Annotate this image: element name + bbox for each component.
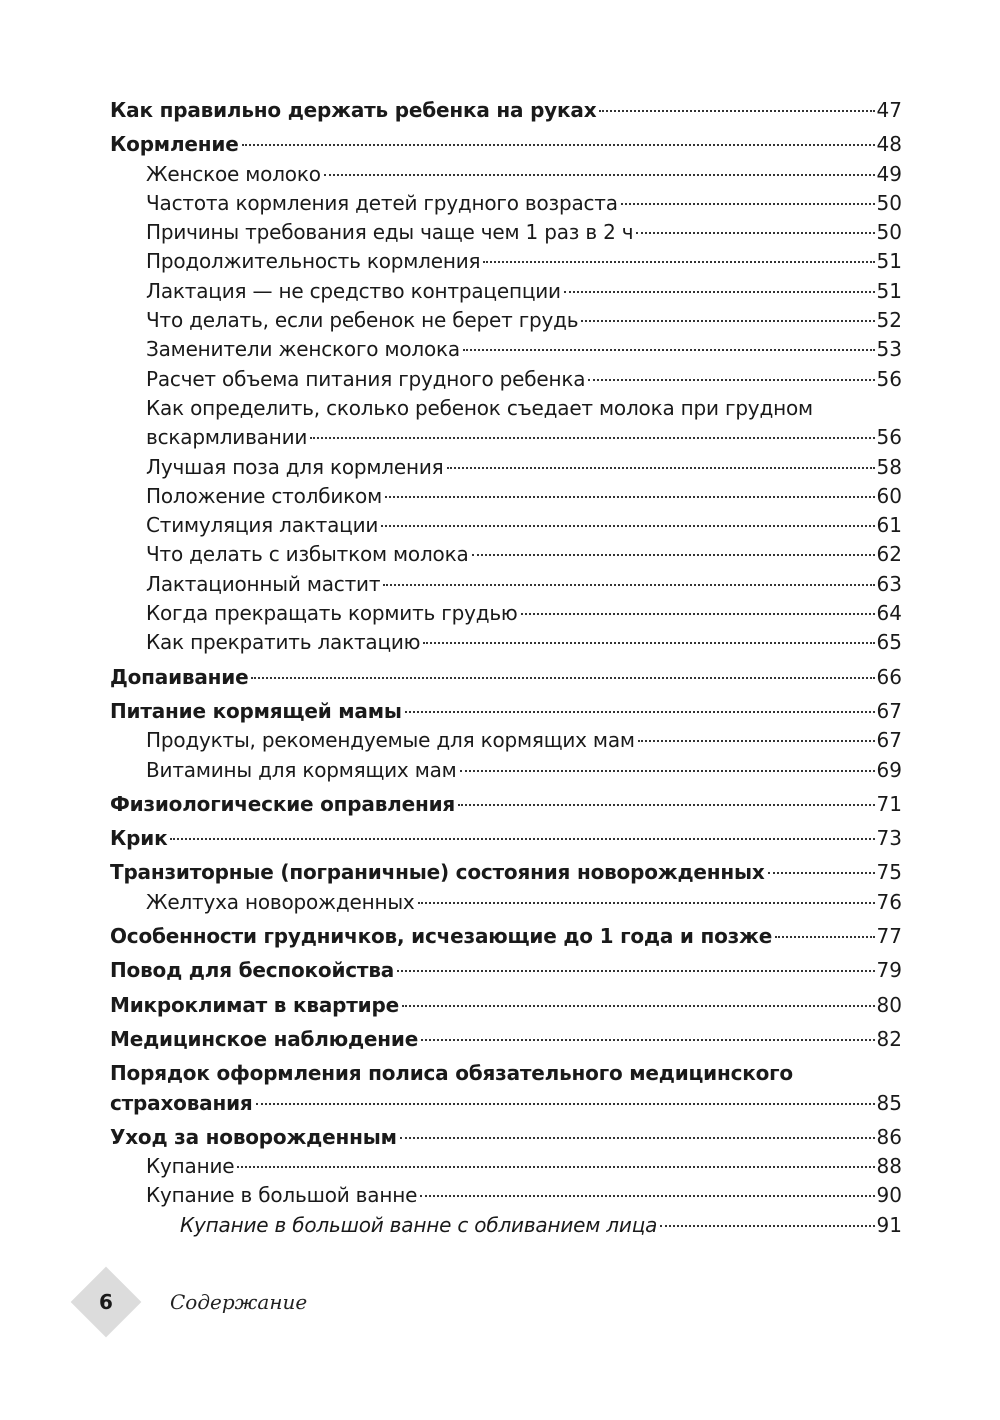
- toc-entry-page: 60: [876, 483, 902, 508]
- toc-entry[interactable]: [110, 306, 902, 335]
- dot-leader: [621, 203, 875, 205]
- toc-entry[interactable]: [110, 511, 902, 540]
- toc-entry-title: Медицинское наблюдение: [110, 1026, 419, 1051]
- toc-entry-title: Допаивание: [110, 664, 249, 689]
- toc-entry[interactable]: [110, 1211, 902, 1240]
- toc-entry[interactable]: [110, 482, 902, 511]
- toc-entry-page: 56: [876, 425, 902, 450]
- toc-entry-page: 50: [876, 220, 902, 245]
- toc-entry-page: 85: [876, 1090, 902, 1115]
- toc-entry[interactable]: [110, 599, 902, 628]
- toc-entry-title: Кормление: [110, 132, 239, 157]
- toc-entry-title: Заменители женского молока: [146, 337, 460, 362]
- toc-entry-page: 56: [876, 366, 902, 391]
- dot-leader: [521, 613, 875, 615]
- toc-entry-title: Особенности грудничков, исчезающие до 1 года и позже: [110, 924, 773, 949]
- dot-leader: [242, 144, 875, 146]
- dot-leader: [660, 1225, 874, 1227]
- dot-leader: [402, 1005, 875, 1007]
- dot-leader: [483, 261, 874, 263]
- toc-entry-page: 49: [876, 161, 902, 186]
- toc-entry-title: Физиологические оправления: [110, 791, 456, 816]
- toc-entry-page: 75: [876, 860, 902, 885]
- dot-leader: [418, 902, 875, 904]
- dot-leader: [463, 349, 875, 351]
- dot-leader: [564, 291, 875, 293]
- toc-entry-page: 76: [876, 889, 902, 914]
- toc-entry[interactable]: [110, 189, 902, 218]
- running-title: Содержание: [170, 1290, 308, 1314]
- toc-entry[interactable]: [110, 726, 902, 755]
- toc-entry-page: 63: [876, 571, 902, 596]
- toc-entry-page: 73: [876, 826, 902, 851]
- toc-entry[interactable]: [110, 96, 902, 125]
- toc-entry-title: Лактация — не средство контрацепции: [146, 278, 561, 303]
- toc-entry-page: 65: [876, 630, 902, 655]
- toc-entry-page: 64: [876, 601, 902, 626]
- toc-entry-page: 91: [876, 1212, 902, 1237]
- toc-entry-title: Лактационный мастит: [146, 571, 381, 596]
- toc-entry[interactable]: [110, 824, 902, 853]
- dot-leader: [458, 804, 874, 806]
- toc-entry-title: Что делать, если ребенок не берет грудь: [146, 308, 579, 333]
- toc-entry[interactable]: [110, 160, 902, 189]
- toc-entry-title: Крик: [110, 826, 168, 851]
- toc-entry-page: 80: [876, 992, 902, 1017]
- dot-leader: [447, 467, 875, 469]
- toc-entry-title: Стимуляция лактации: [146, 513, 379, 538]
- toc-entry[interactable]: [110, 663, 902, 692]
- toc-entry-title: Повод для беспокойства: [110, 958, 395, 983]
- toc-entry[interactable]: [110, 1181, 902, 1210]
- toc-entry-title: Витамины для кормящих мам: [146, 757, 457, 782]
- dot-leader: [310, 437, 874, 439]
- toc-entry-page: 88: [876, 1154, 902, 1179]
- dot-leader: [256, 1103, 875, 1105]
- toc-entry[interactable]: [110, 540, 902, 569]
- toc-entry[interactable]: [110, 453, 902, 482]
- toc-entry[interactable]: [110, 1025, 902, 1054]
- toc-entry[interactable]: [110, 335, 902, 364]
- dot-leader: [170, 838, 874, 840]
- toc-entry[interactable]: [110, 1123, 902, 1152]
- dot-leader: [423, 642, 874, 644]
- dot-leader: [381, 525, 874, 527]
- toc-entry[interactable]: [110, 247, 902, 276]
- dot-leader: [599, 110, 874, 112]
- toc-entry[interactable]: [110, 365, 902, 394]
- toc-entry-title-continued: вскармливании: [146, 425, 308, 450]
- toc-entry-title: Уход за новорожденным: [110, 1124, 397, 1149]
- toc-entry-title: Порядок оформления полиса обязательного медицинского: [110, 1061, 793, 1086]
- dot-leader: [385, 496, 875, 498]
- dot-leader: [400, 1137, 875, 1139]
- dot-leader: [472, 554, 875, 556]
- toc-entry-page: 58: [876, 454, 902, 479]
- toc-entry-title-continued: страхования: [110, 1090, 253, 1115]
- dot-leader: [420, 1195, 874, 1197]
- page-footer: [78, 1272, 378, 1342]
- toc-entry[interactable]: [110, 922, 902, 951]
- toc-entry[interactable]: [110, 394, 902, 453]
- dot-leader: [638, 740, 875, 742]
- toc-entry-page: 48: [876, 132, 902, 157]
- toc-entry-page: 79: [876, 958, 902, 983]
- toc-entry-title: Женское молоко: [146, 161, 321, 186]
- dot-leader: [405, 711, 875, 713]
- toc-entry-page: 67: [876, 698, 902, 723]
- toc-entry-page: 82: [876, 1026, 902, 1051]
- page-number: 6: [99, 1290, 113, 1314]
- toc-entry[interactable]: [110, 277, 902, 306]
- toc-entry-title: Купание: [146, 1154, 235, 1179]
- toc-entry-title: Частота кормления детей грудного возраста: [146, 190, 618, 215]
- toc-entry[interactable]: [110, 858, 902, 887]
- toc-entry[interactable]: [110, 628, 902, 657]
- toc-entry[interactable]: [110, 888, 902, 917]
- dot-leader: [768, 872, 875, 874]
- toc-entry-title: Купание в большой ванне: [146, 1183, 418, 1208]
- dot-leader: [324, 174, 875, 176]
- toc-entry-title: Питание кормящей мамы: [110, 698, 402, 723]
- toc-entry-page: 52: [876, 308, 902, 333]
- toc-entry[interactable]: [110, 218, 902, 247]
- toc-entry-title: Микроклимат в квартире: [110, 992, 399, 1017]
- toc-entry[interactable]: [110, 956, 902, 985]
- toc-entry[interactable]: [110, 1152, 902, 1181]
- toc-entry-title: Продукты, рекомендуемые для кормящих мам: [146, 728, 635, 753]
- dot-leader: [636, 232, 874, 234]
- toc-entry-page: 69: [876, 757, 902, 782]
- toc-entry-page: 86: [876, 1124, 902, 1149]
- dot-leader: [581, 320, 874, 322]
- toc-entry-title: Продолжительность кормления: [146, 249, 481, 274]
- toc-entry-title: Транзиторные (пограничные) состояния новорожденных: [110, 860, 765, 885]
- dot-leader: [588, 379, 874, 381]
- toc-entry-title: Когда прекращать кормить грудью: [146, 601, 518, 626]
- toc-entry[interactable]: [110, 697, 902, 726]
- dot-leader: [237, 1166, 874, 1168]
- toc-entry-title: Как прекратить лактацию: [146, 630, 421, 655]
- toc-entry-title: Лучшая поза для кормления: [146, 454, 444, 479]
- dot-leader: [421, 1039, 874, 1041]
- toc-entry-title: Купание в большой ванне с обливанием лица: [180, 1212, 658, 1237]
- toc-entry-page: 77: [876, 924, 902, 949]
- dot-leader: [775, 936, 874, 938]
- toc-entry-title: Расчет объема питания грудного ребенка: [146, 366, 586, 391]
- toc-entry-page: 53: [876, 337, 902, 362]
- toc-entry-page: 62: [876, 542, 902, 567]
- toc-entry-page: 50: [876, 190, 902, 215]
- toc-entry[interactable]: [110, 756, 902, 785]
- toc-entry-page: 61: [876, 513, 902, 538]
- toc-entry-title: Положение столбиком: [146, 483, 382, 508]
- toc-entry-title: Причины требования еды чаще чем 1 раз в 2 ч: [146, 220, 634, 245]
- toc-entry-title: Что делать с избытком молока: [146, 542, 469, 567]
- toc-entry[interactable]: [110, 991, 902, 1020]
- dot-leader: [397, 970, 874, 972]
- toc-entry[interactable]: [110, 790, 902, 819]
- toc-entry-page: 67: [876, 728, 902, 753]
- dot-leader: [383, 584, 874, 586]
- toc-entry[interactable]: [110, 130, 902, 159]
- toc-entry-title: Желтуха новорожденных: [146, 889, 415, 914]
- table-of-contents: [110, 96, 902, 1240]
- toc-entry-page: 90: [876, 1183, 902, 1208]
- dot-leader: [251, 677, 874, 679]
- toc-entry-title: Как правильно держать ребенка на руках: [110, 98, 597, 122]
- toc-entry-page: 47: [876, 98, 902, 122]
- toc-entry-page: 51: [876, 278, 902, 303]
- dot-leader: [460, 770, 875, 772]
- toc-entry-page: 71: [876, 791, 902, 816]
- toc-entry-page: 66: [876, 664, 902, 689]
- toc-entry[interactable]: [110, 1059, 902, 1118]
- toc-entry-page: 51: [876, 249, 902, 274]
- toc-entry[interactable]: [110, 570, 902, 599]
- toc-entry-title: Как определить, сколько ребенок съедает молока при грудном: [146, 395, 813, 420]
